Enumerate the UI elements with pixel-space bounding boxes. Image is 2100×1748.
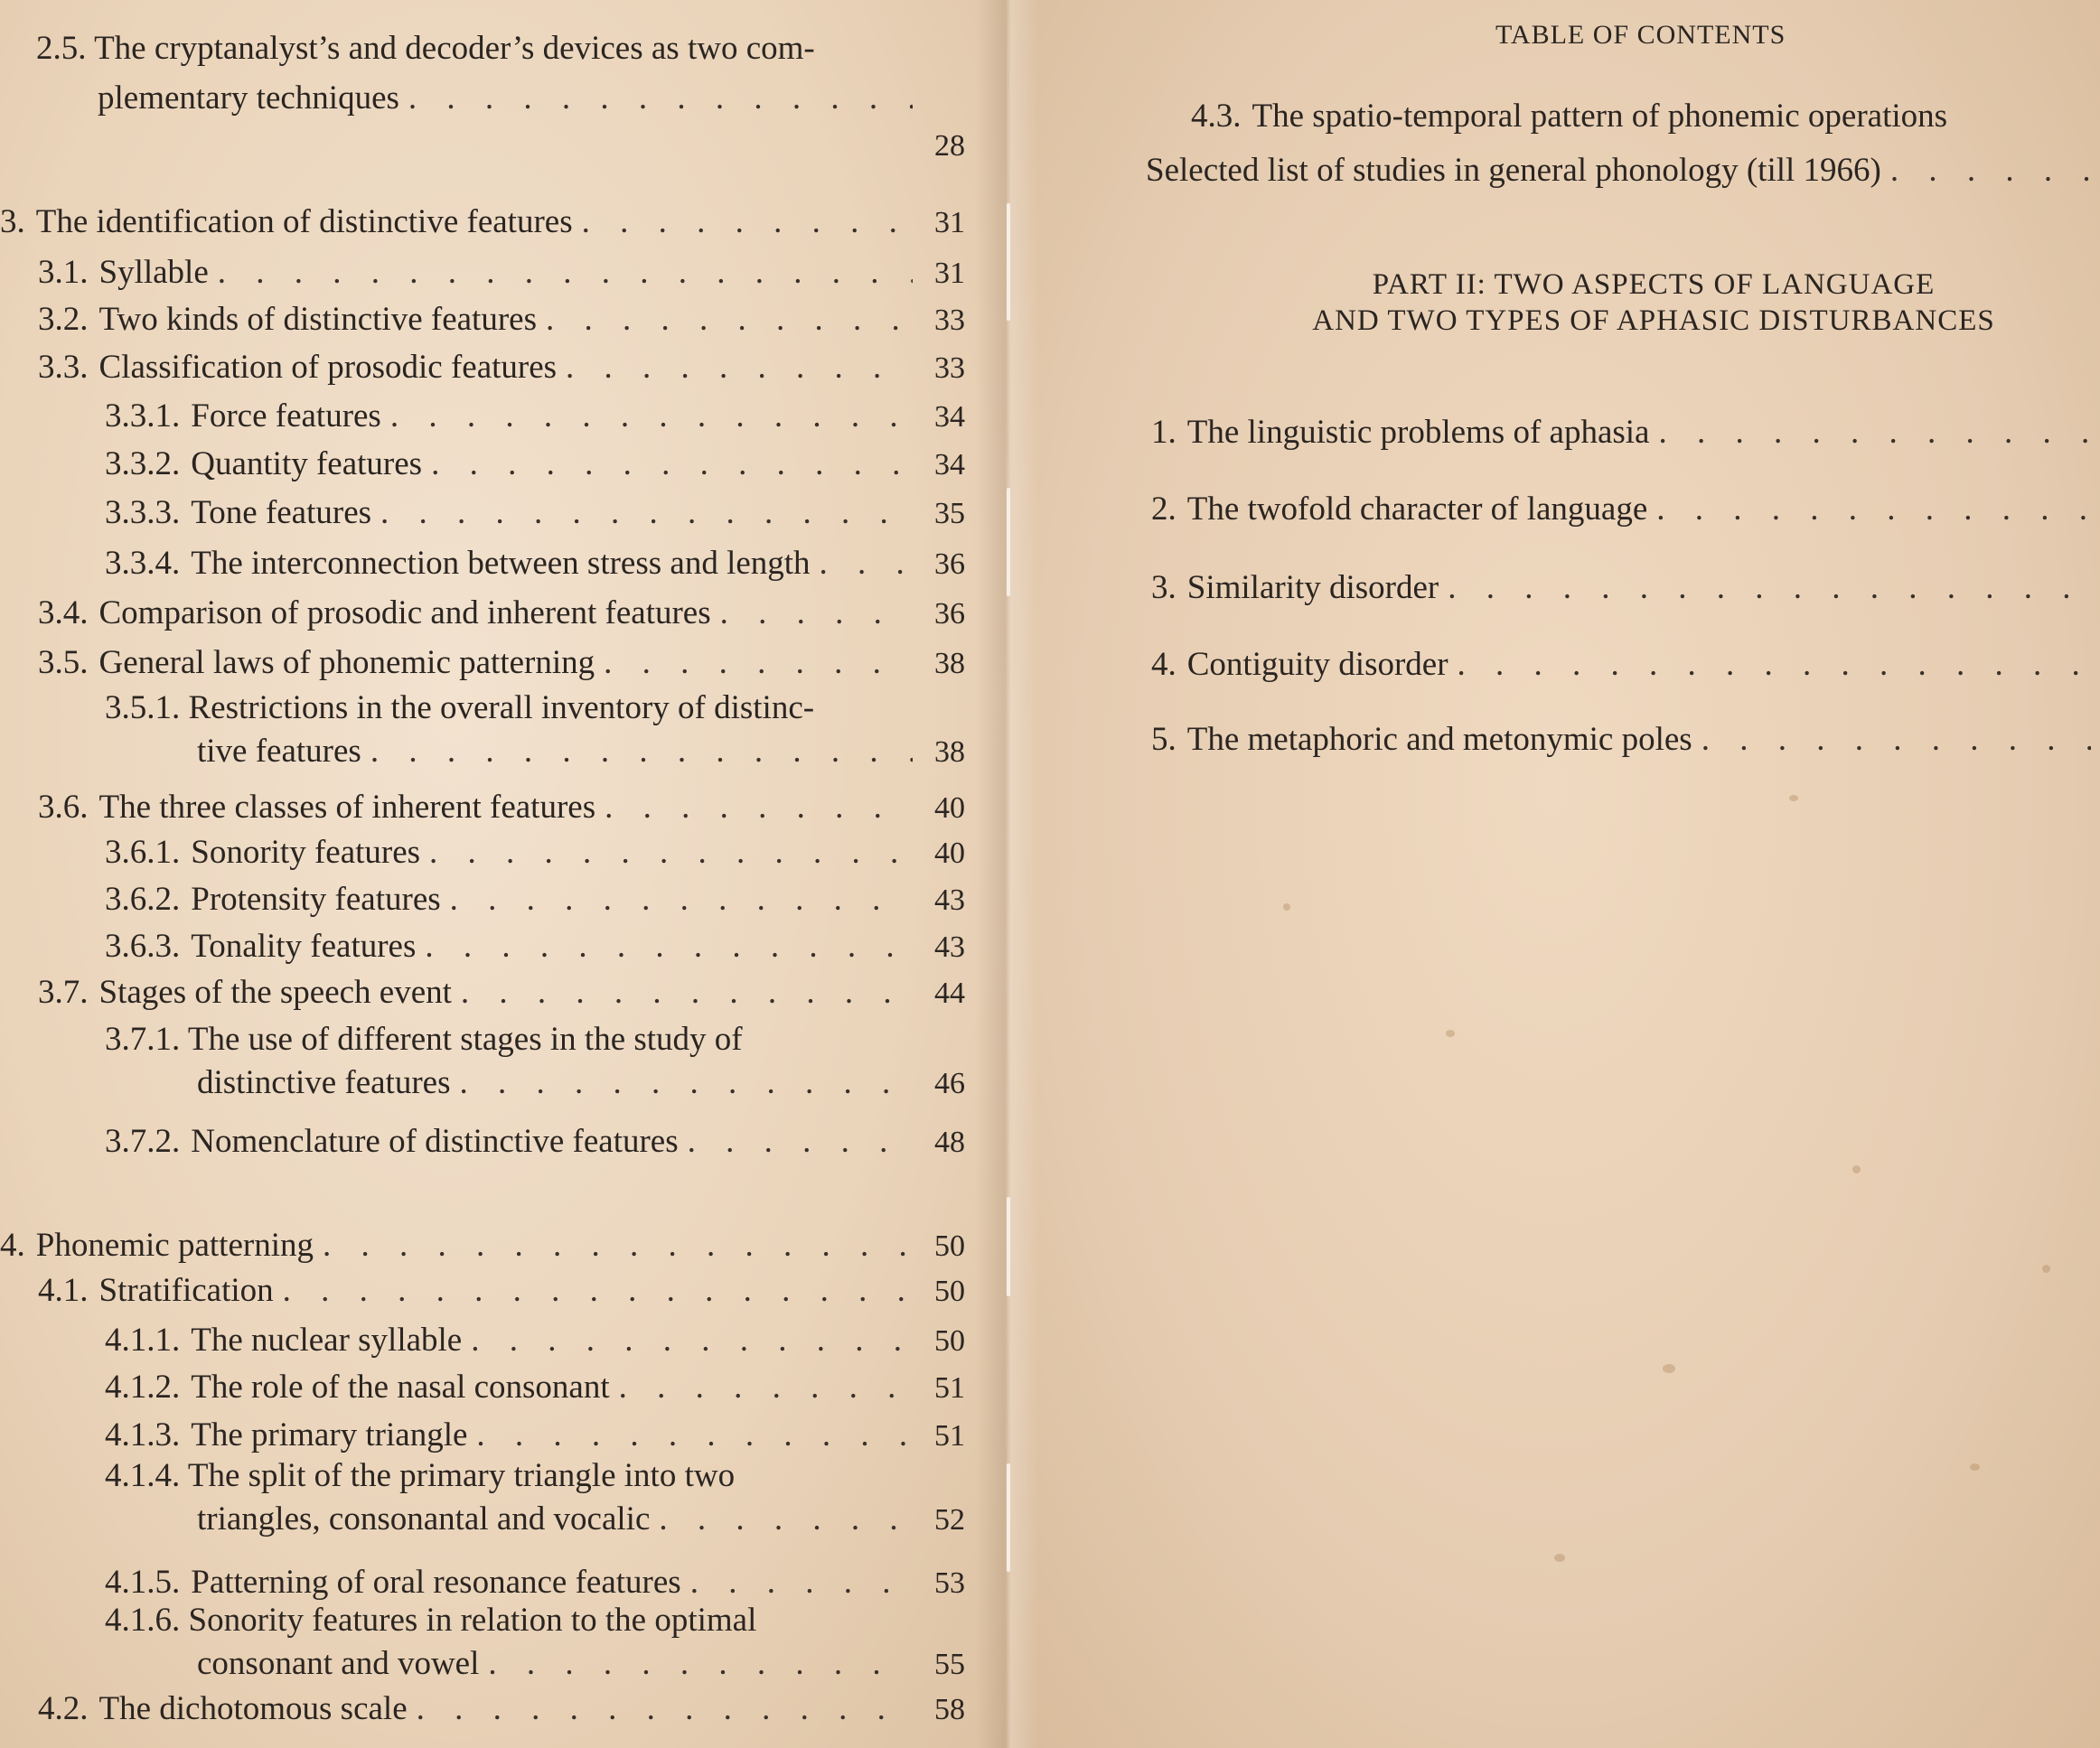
toc-entry-4-1-3: 4.1.3. The primary triangle . . . 51 bbox=[105, 1414, 965, 1458]
dot-leader bbox=[390, 395, 913, 438]
dot-leader bbox=[380, 491, 913, 535]
dot-leader bbox=[417, 1687, 913, 1731]
toc-entry-3-7-1: 3.7.1. The use of different stages in the study of distinctive features . . . 46 bbox=[105, 1018, 909, 1106]
toc-entry-part2-2: 2. The twofold character of language . . . bbox=[1151, 488, 2100, 531]
foxing-spot bbox=[1789, 795, 1798, 801]
foxing-spot bbox=[1554, 1554, 1565, 1562]
toc-entry-4-1-5: 4.1.5. Patterning of oral resonance features . . . 53 bbox=[105, 1561, 965, 1605]
dot-leader bbox=[820, 542, 913, 585]
toc-entry-3-3-1: 3.3.1. Force features . . . 34 bbox=[105, 395, 965, 439]
toc-entry-3-3-3: 3.3.3. Tone features . . . 35 bbox=[105, 491, 965, 536]
dot-leader bbox=[1458, 643, 2091, 687]
toc-entry-4-2: 4.2. The dichotomous scale . . . 58 bbox=[38, 1687, 965, 1732]
dot-leader bbox=[688, 1120, 913, 1164]
binding-staple bbox=[1007, 1197, 1010, 1296]
dot-leader bbox=[1656, 488, 2091, 531]
toc-entry-3-3-2: 3.3.2. Quantity features . . . 34 bbox=[105, 443, 965, 487]
dot-leader bbox=[471, 1319, 913, 1362]
dot-leader bbox=[566, 346, 913, 389]
toc-entry-3-5-1: 3.5.1. Restrictions in the overall inventory of distinc- tive features . . . 38 bbox=[105, 687, 918, 774]
dot-leader bbox=[429, 831, 913, 874]
dot-leader bbox=[604, 641, 913, 685]
dot-leader bbox=[1702, 718, 2091, 762]
toc-entry-3-6: 3.6. The three classes of inherent features . . . 40 bbox=[38, 786, 965, 830]
toc-entry-4-1-4: 4.1.4. The split of the primary triangle into two triangles, consonantal and vocalic . . . 52 bbox=[105, 1454, 900, 1542]
right-page bbox=[1005, 0, 2100, 1748]
dot-leader bbox=[323, 1224, 913, 1267]
toc-entry-part2-5: 5. The metaphoric and metonymic poles . . . bbox=[1151, 718, 2100, 762]
binding-staple bbox=[1007, 1463, 1010, 1572]
dot-leader bbox=[459, 1061, 913, 1105]
toc-entry-2-5: 2.5. The cryptanalyst’s and decoder’s devices as two com- bbox=[36, 30, 815, 67]
dot-leader bbox=[690, 1561, 913, 1604]
dot-leader bbox=[425, 925, 913, 968]
toc-entry-4-1-6: 4.1.6. Sonority features in relation to the optimal consonant and vowel . . . 55 bbox=[105, 1599, 900, 1687]
dot-leader bbox=[720, 592, 913, 635]
foxing-spot bbox=[1852, 1165, 1861, 1173]
toc-entry-3-2: 3.2. Two kinds of distinctive features . . . 33 bbox=[38, 298, 965, 342]
dot-leader bbox=[582, 201, 913, 244]
dot-leader bbox=[488, 1642, 913, 1686]
dot-leader bbox=[1890, 149, 2091, 192]
binding-staple bbox=[1007, 488, 1010, 596]
toc-entry-3-7: 3.7. Stages of the speech event . . . 44 bbox=[38, 971, 965, 1015]
toc-entry-part2-4: 4. Contiguity disorder . . . bbox=[1151, 643, 2100, 687]
foxing-spot bbox=[1283, 903, 1290, 911]
dot-leader bbox=[450, 878, 913, 921]
dot-leader bbox=[408, 77, 913, 120]
dot-leader bbox=[461, 971, 913, 1014]
toc-entry-4-1-1: 4.1.1. The nuclear syllable . . . 50 bbox=[105, 1319, 965, 1363]
toc-entry-3-7-2: 3.7.2. Nomenclature of distinctive features . . . 48 bbox=[105, 1120, 965, 1164]
dot-leader bbox=[619, 1366, 913, 1409]
toc-entry-4: 4. Phonemic patterning . . . 50 bbox=[0, 1224, 965, 1268]
part-heading: PART II: TWO ASPECTS OF LANGUAGE AND TWO TYPES OF APHASIC DISTURBANCES bbox=[1312, 268, 1995, 337]
toc-entry-part2-1: 1. The linguistic problems of aphasia . . . bbox=[1151, 411, 2100, 454]
toc-entry-3-6-1: 3.6.1. Sonority features . . . 40 bbox=[105, 831, 965, 875]
dot-leader bbox=[605, 786, 913, 829]
toc-entry-2-5-continued: plementary techniques . . . 28 bbox=[98, 77, 965, 121]
foxing-spot bbox=[1970, 1463, 1980, 1471]
toc-entry-3: 3. The identification of distinctive features . . . 31 bbox=[0, 201, 965, 245]
dot-leader bbox=[218, 251, 913, 294]
toc-entry-3-6-2: 3.6.2. Protensity features . . . 43 bbox=[105, 878, 965, 922]
dot-leader bbox=[370, 730, 913, 773]
dot-leader bbox=[283, 1269, 913, 1313]
binding-staple bbox=[1007, 203, 1010, 321]
toc-entry-3-4: 3.4. Comparison of prosodic and inherent features . . . 36 bbox=[38, 592, 965, 636]
toc-entry-3-6-3: 3.6.3. Tonality features . . . 43 bbox=[105, 925, 965, 969]
toc-entry-3-1: 3.1. Syllable . . . 31 bbox=[38, 251, 965, 295]
toc-entry-4-3: 4.3. The spatio-temporal pattern of phonemic operations bbox=[1191, 98, 1948, 135]
dot-leader bbox=[1658, 411, 2091, 454]
toc-entry-4-1: 4.1. Stratification . . . 50 bbox=[38, 1269, 965, 1313]
foxing-spot bbox=[2042, 1265, 2050, 1273]
dot-leader bbox=[476, 1414, 913, 1457]
dot-leader bbox=[1448, 566, 2091, 610]
toc-entry-4-1-2: 4.1.2. The role of the nasal consonant . . . 51 bbox=[105, 1366, 965, 1410]
toc-entry-3-3: 3.3. Classification of prosodic features . . . 33 bbox=[38, 346, 965, 390]
foxing-spot bbox=[1663, 1364, 1675, 1373]
toc-entry-selected-studies: Selected list of studies in general phonology (till 1966) . . . bbox=[1146, 149, 2100, 192]
toc-entry-3-3-4: 3.3.4. The interconnection between stress and length . . . 36 bbox=[105, 542, 965, 586]
dot-leader bbox=[431, 443, 913, 486]
dot-leader bbox=[659, 1498, 913, 1541]
foxing-spot bbox=[1446, 1030, 1455, 1037]
running-head: TABLE OF CONTENTS bbox=[1495, 20, 1786, 50]
toc-entry-part2-3: 3. Similarity disorder . . . bbox=[1151, 566, 2100, 610]
dot-leader bbox=[546, 298, 913, 341]
toc-entry-3-5: 3.5. General laws of phonemic patterning . . . 38 bbox=[38, 641, 965, 686]
